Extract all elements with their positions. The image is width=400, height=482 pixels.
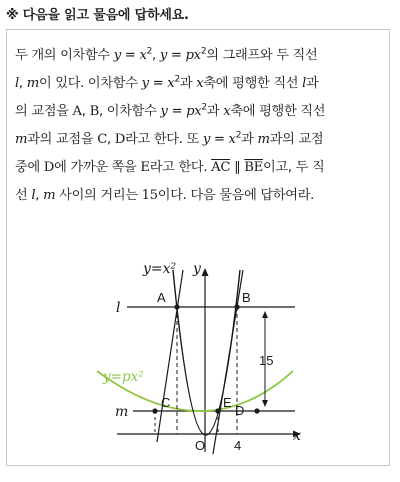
text-run: 이다. 다음 물음에 답하여라. xyxy=(157,188,315,203)
arrow-down-icon xyxy=(262,400,268,407)
math-var: px xyxy=(185,48,201,63)
text-run: ∥ xyxy=(230,160,245,175)
text-run: = xyxy=(148,76,168,91)
axis-x-label: x xyxy=(293,428,301,444)
point-a-label: A xyxy=(157,290,166,305)
math-exponent: 2 xyxy=(200,46,207,57)
math-segment: $\overline{AC}$ xyxy=(211,160,231,175)
problem-box xyxy=(6,29,390,466)
text-run: , xyxy=(81,104,90,119)
math-var: x xyxy=(223,104,231,119)
point-c-label: C xyxy=(161,395,171,410)
math-var: x xyxy=(196,76,204,91)
point-d-label: D xyxy=(235,403,245,418)
point-e-dot xyxy=(215,408,220,413)
text-run: 축에 평행한 직선 xyxy=(203,76,303,91)
math-var: m xyxy=(26,76,39,91)
text-run: = xyxy=(210,132,229,147)
math-roman: D xyxy=(43,160,55,175)
math-exponent: 2 xyxy=(201,102,207,113)
point-b-dot xyxy=(234,304,239,309)
text-run: 과 xyxy=(206,104,224,119)
math-var: l xyxy=(302,76,307,91)
math-exponent: 2 xyxy=(146,46,153,57)
math-var: x xyxy=(228,132,236,147)
math-var: l xyxy=(31,188,36,203)
math-roman: D xyxy=(114,132,126,147)
math-var: x xyxy=(167,76,175,91)
math-exponent: 2 xyxy=(174,74,180,85)
math-roman: C xyxy=(97,132,107,147)
math-roman: A xyxy=(72,104,82,119)
math-var: px xyxy=(186,104,202,119)
line-be xyxy=(213,270,243,454)
text-run: 과 xyxy=(241,132,258,147)
distance-label: 15 xyxy=(259,353,274,368)
math-roman: E xyxy=(140,160,150,175)
line-m-label: m xyxy=(115,404,129,420)
figure-graph xyxy=(7,30,391,467)
text-run: 과의 교점 xyxy=(269,132,324,147)
text-run: 사이의 거리는 xyxy=(55,188,142,203)
text-run: 축에 평행한 직선 xyxy=(230,104,326,119)
text-run: 라고 한다. xyxy=(149,160,212,175)
text-run: = xyxy=(166,48,186,63)
y-axis-arrow-icon xyxy=(202,268,209,276)
math-roman: 15 xyxy=(141,188,158,203)
origin-label: O xyxy=(195,438,206,453)
text-run: 이 있다. 이차함수 xyxy=(38,76,142,91)
text-run: , xyxy=(107,132,115,147)
point-b-label: B xyxy=(242,290,251,305)
math-var: l xyxy=(15,76,19,91)
x-tick-label: 4 xyxy=(234,438,242,453)
text-run: 과의 교점을 xyxy=(27,132,98,147)
label-y-eq-px2: y=px² xyxy=(103,369,144,385)
axis-y-label: y xyxy=(193,261,201,277)
text-run: , 이차함수 xyxy=(98,104,161,119)
math-var: m xyxy=(257,132,270,147)
math-roman: B xyxy=(89,104,99,119)
math-var: y xyxy=(141,76,149,91)
text-run: 선 xyxy=(15,188,32,203)
text-run: 중에 xyxy=(15,160,44,175)
text-run: 과 xyxy=(179,76,197,91)
point-a-dot xyxy=(174,304,179,309)
math-var: y xyxy=(113,48,121,63)
text-run: 의 교점을 xyxy=(15,104,73,119)
text-run: 과 xyxy=(306,76,319,91)
text-run: , xyxy=(35,188,44,203)
text-run: , xyxy=(152,48,160,63)
math-var: y xyxy=(159,48,167,63)
point-e-label: E xyxy=(223,395,232,410)
text-run: 라고 한다. 또 xyxy=(125,132,203,147)
math-var: m xyxy=(43,188,56,203)
text-run: 의 그래프와 두 직선 xyxy=(206,48,318,63)
instruction-text: ※ 다음을 읽고 물음에 답하세요. xyxy=(6,8,189,23)
text-run: 에 가까운 쪽을 xyxy=(54,160,141,175)
math-exponent: 2 xyxy=(235,130,242,141)
math-segment: $\overline{BE}$ xyxy=(244,160,263,175)
label-y-eq-x2: y=x² xyxy=(143,261,177,277)
text-run: 이고, 두 직 xyxy=(262,160,325,175)
point-d-dot xyxy=(254,408,259,413)
math-var: m xyxy=(15,132,28,147)
text-run: = xyxy=(120,48,140,63)
line-l-label: l xyxy=(116,300,121,316)
text-run: , xyxy=(18,76,27,91)
math-var: x xyxy=(139,48,147,63)
text-run: = xyxy=(167,104,187,119)
point-c-dot xyxy=(152,408,157,413)
math-var: y xyxy=(202,132,210,147)
arrow-up-icon xyxy=(262,311,268,318)
text-run: 두 개의 이차함수 xyxy=(15,48,114,63)
math-var: y xyxy=(160,104,168,119)
